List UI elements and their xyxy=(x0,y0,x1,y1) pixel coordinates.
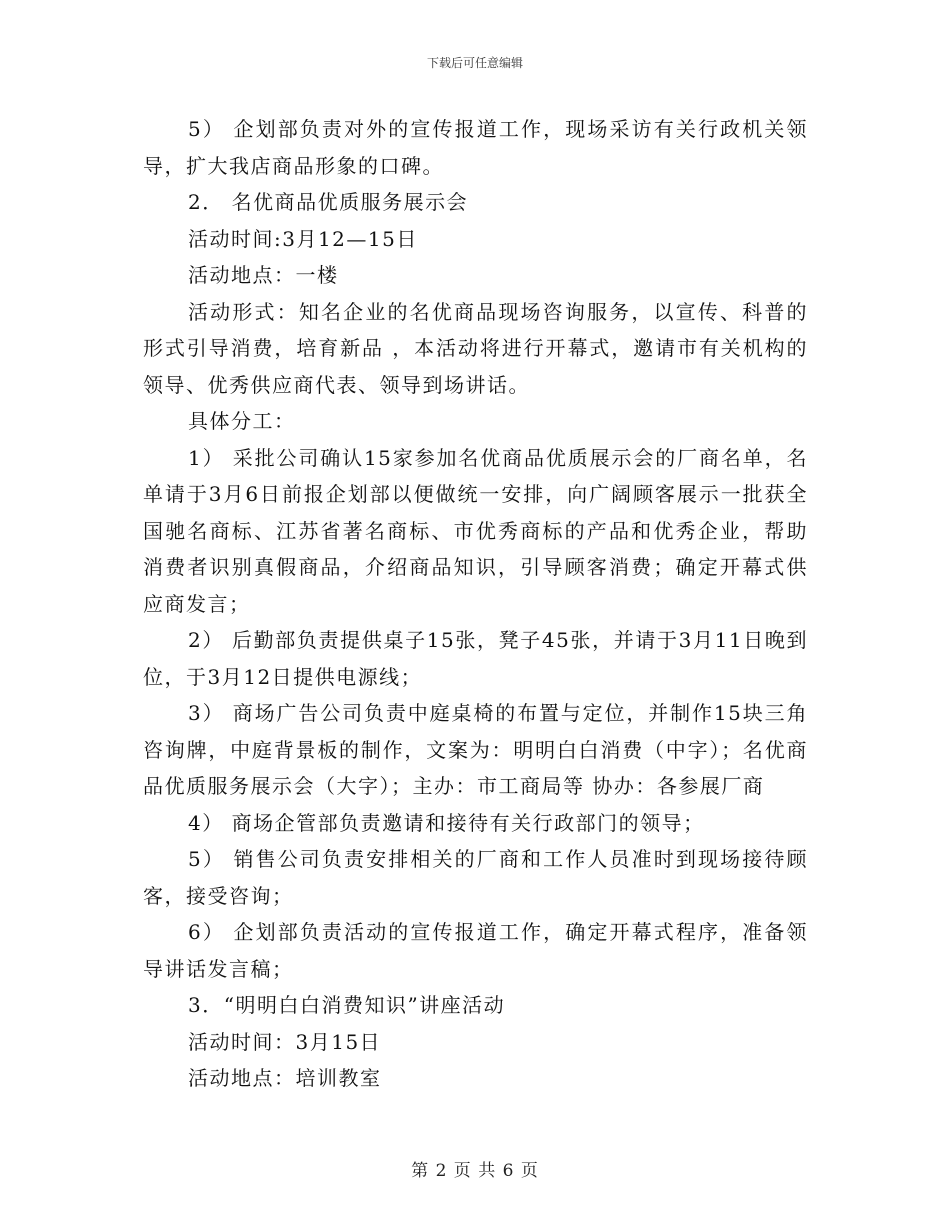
division-item-4: 4） 商场企管部负责邀请和接待有关行政部门的领导； xyxy=(188,810,705,835)
paragraph-item-5: 5） 企划部负责对外的宣传报道工作，现场采访有关行政机关领导，扩大我店商品形象的口碑。 xyxy=(143,117,808,178)
activity-format: 活动形式：知名企业的名优商品现场咨询服务，以宣传、科普的形式引导消费，培育新品 ，本活动将进行开幕式，邀请市有关机构的领导、优秀供应商代表、领导到场讲话。 xyxy=(143,299,808,397)
section-heading-2: 2． 名优商品优质服务展示会 xyxy=(188,190,469,214)
lecture-time: 活动时间：3月15日 xyxy=(188,1029,382,1054)
activity-time: 活动时间:3月12—15日 xyxy=(188,226,418,251)
division-item-1: 1） 采批公司确认15家参加名优商品优质展示会的厂商名单，名单请于3月6日前报企划部以便做统一安排，向广阔顾客展示一批获全国驰名商标、江苏省著名商标、市优秀商标的产品和优秀企业，帮助消费者识别真假商品，介绍商品知识，引导顾客消费；确定开幕式供应商发言； xyxy=(143,445,808,616)
page-footer: 第 2 页 共 6 页 xyxy=(411,1161,539,1181)
lecture-location: 活动地点：培训教室 xyxy=(188,1066,382,1090)
activity-location: 活动地点：一楼 xyxy=(188,263,339,287)
division-heading: 具体分工： xyxy=(188,409,296,433)
division-item-2: 2） 后勤部负责提供桌子15张，凳子45张，并请于3月11日晚到位，于3月12日提供电源线； xyxy=(143,628,808,689)
section-heading-3: 3．“明明白白消费知识”讲座活动 xyxy=(188,993,506,1017)
division-item-6: 6） 企划部负责活动的宣传报道工作，确定开幕式程序，准备领导讲话发言稿； xyxy=(143,920,808,981)
division-item-3: 3） 商场广告公司负责中庭桌椅的布置与定位，并制作15块三角咨询牌，中庭背景板的制作，文案为：明明白白消费（中字）；名优商品优质服务展示会（大字）；主办：市工商局等 协办：各参展厂商 xyxy=(143,701,808,798)
division-item-5: 5） 销售公司负责安排相关的厂商和工作人员准时到现场接待顾客，接受咨询； xyxy=(143,847,808,908)
page-header: 下载后可任意编辑 xyxy=(426,56,523,70)
body-content xyxy=(143,111,808,1097)
